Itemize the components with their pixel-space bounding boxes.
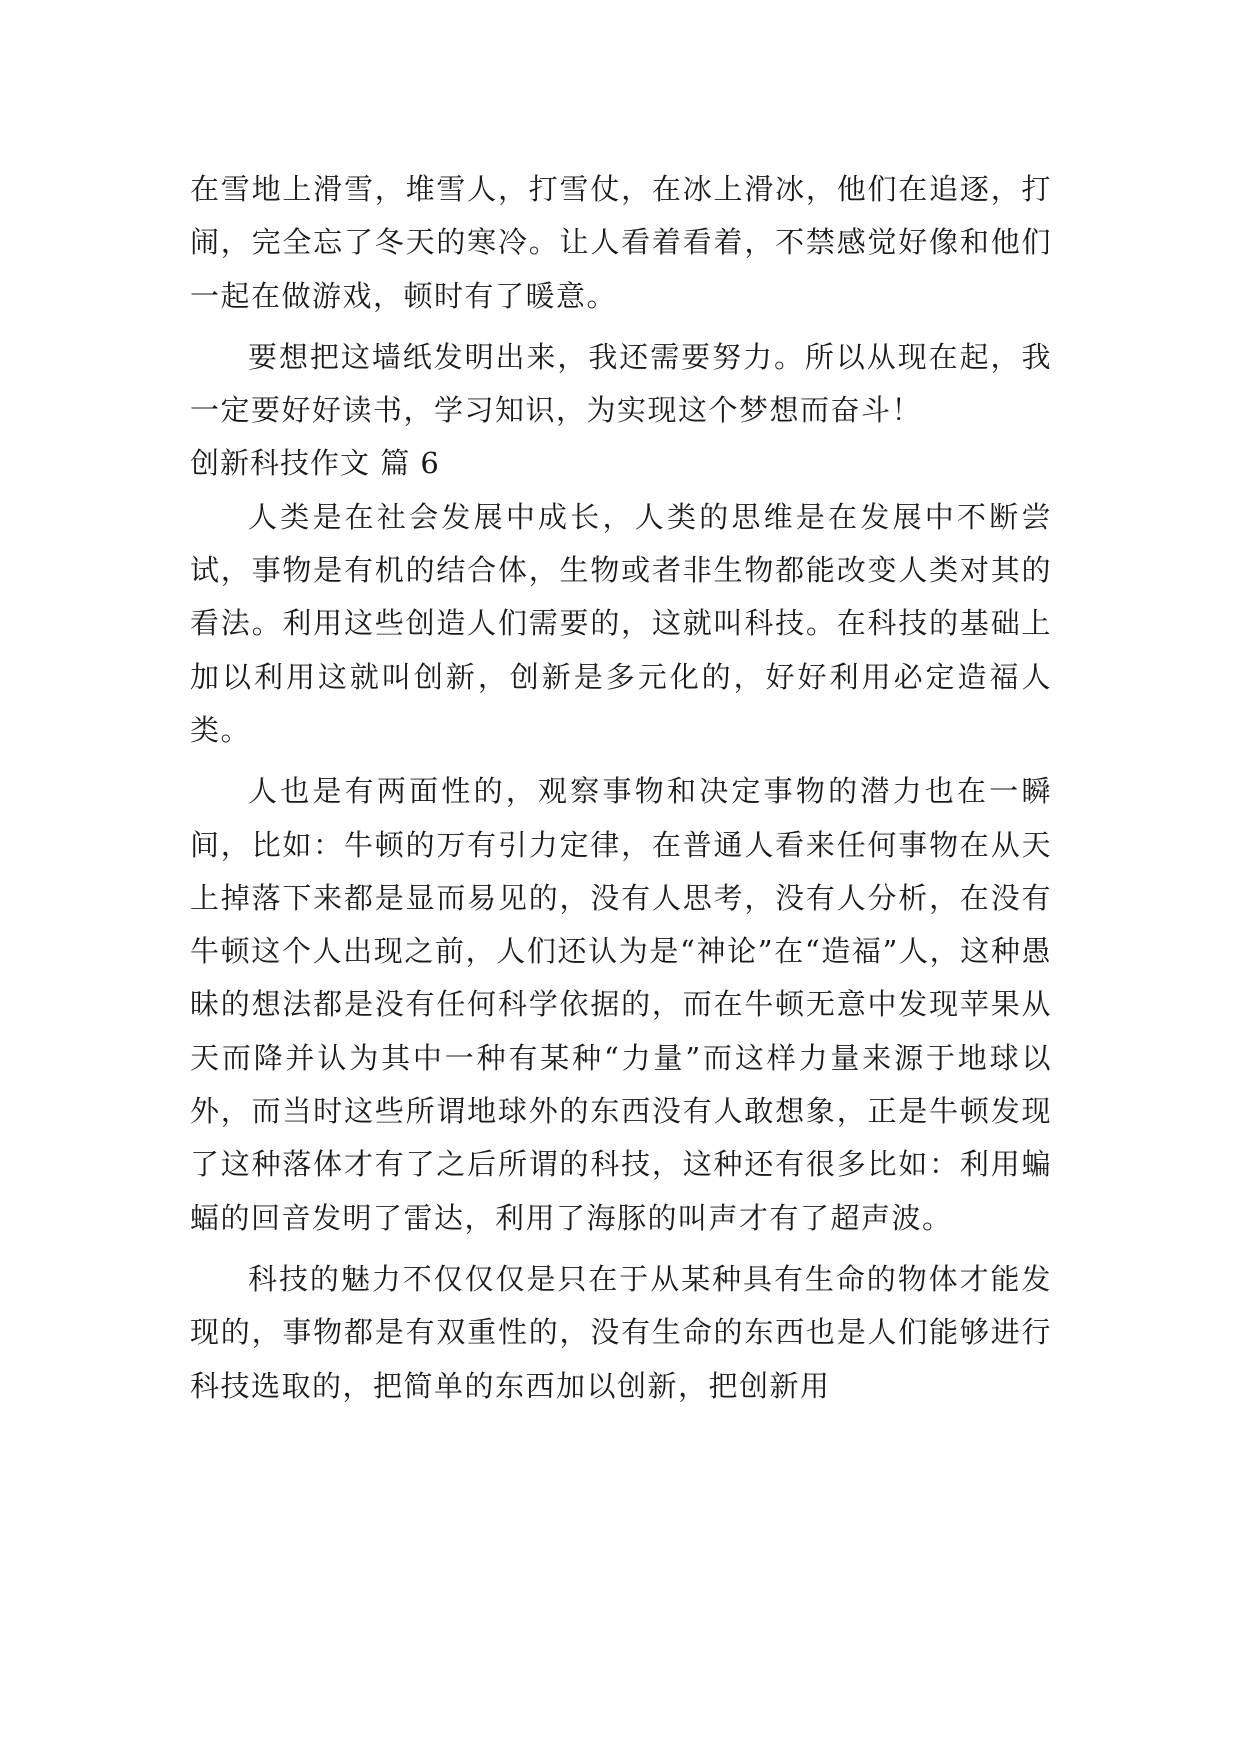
paragraph-continuation: 在雪地上滑雪，堆雪人，打雪仗，在冰上滑冰，他们在追逐，打闹，完全忘了冬天的寒冷。让人看着看着，不禁感觉好像和他们一起在做游戏，顿时有了暖意。 <box>190 172 1052 313</box>
section-heading: 创新科技作文 篇 6 <box>190 446 440 481</box>
paragraph-technology-definition: 人类是在社会发展中成长，人类的思维是在发展中不断尝试，事物是有机的结合体，生物或者非生物都能改变人类对其的看法。利用这些创造人们需要的，这就叫科技。在科技的基础上加以利用这就叫创新，创新是多元化的，好好利用必定造福人类。 <box>190 499 1052 747</box>
paragraph-technology-charm: 科技的魅力不仅仅仅是只在于从某种具有生命的物体才能发现的，事物都是有双重性的，没有生命的东西也是人们能够进行科技选取的，把简单的东西加以创新，把创新用 <box>190 1261 1052 1403</box>
document-body <box>190 163 1052 1413</box>
paragraph-resolution: 要想把这墙纸发明出来，我还需要努力。所以从现在起，我一定要好好读书，学习知识，为实现这个梦想而奋斗！ <box>190 339 1052 428</box>
paragraph-newton-example: 人也是有两面性的，观察事物和决定事物的潜力也在一瞬间，比如：牛顿的万有引力定律，在普通人看来任何事物在从天上掉落下来都是显而易见的，没有人思考，没有人分析，在没有牛顿这个人出现之前，人们还认为是“神论”在“造福”人，这种愚昧的想法都是没有任何科学依据的，而在牛顿无意中发现苹果从天而降并认为其中一种有某种“力量”而这样力量来源于地球以外，而当时这些所谓地球外的东西没有人敢想象，正是牛顿发现了这种落体才有了之后所谓的科技，这种还有很多比如：利用蝙蝠的回音发明了雷达，利用了海豚的叫声才有了超声波。 <box>190 774 1052 1235</box>
